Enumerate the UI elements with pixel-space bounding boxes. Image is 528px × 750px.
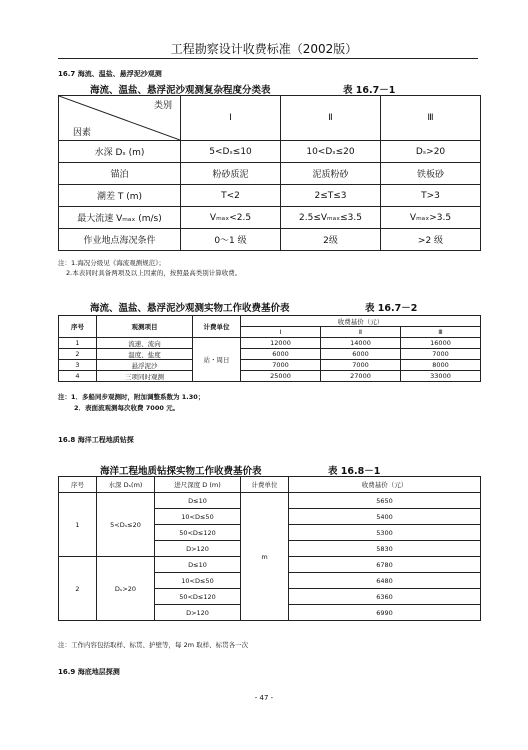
table3-head-footage: 进尺深度 D (m) [155,477,241,493]
table2-seq: 1 [59,338,97,349]
table1-note-1: 注：1.海况分级见《海流观测规范》； [58,259,165,267]
table2-head-unit: 计费单位 [193,316,241,338]
table3-footage: D≤10 [155,493,241,509]
table2-seq: 2 [59,349,97,360]
table1-cell: Dₛ>20 [381,141,481,163]
table3-number: 表 16.8－1 [328,466,381,477]
drilling-fee-table [58,476,481,621]
table2-price: 12000 [241,338,321,349]
table3-price: 6990 [289,605,481,621]
table2-price: 8000 [401,360,481,371]
observation-fee-table [58,315,481,382]
table1-factor: 最大流速 Vₘₐₓ (m/s) [59,207,181,229]
table2-price: 6000 [241,349,321,360]
table-row [59,185,481,207]
table2-item: 悬浮泥沙 [97,360,193,371]
table1-corner-bottom: 因素 [73,128,92,138]
table-row [59,371,481,382]
table3-seq: 1 [59,493,97,557]
page-header-title: 工程勘察设计收费标准（2002版） [170,42,358,56]
table3-footage: D>120 [155,605,241,621]
table2-level-2: Ⅱ [321,327,401,338]
table-row [59,229,481,251]
table1-cell: 0～1 级 [181,229,281,251]
table2-note-1: 注：1．多船同步观测时，附加调整系数为 1.30； [58,393,205,401]
header-rule [58,58,478,59]
table3-note: 注：工作内容包括取样、标贯、护壁等，每 2m 取样、标贯各一次 [58,641,249,649]
table2-level-3: Ⅲ [401,327,481,338]
table1-factor: 潮差 T (m) [59,185,181,207]
table1-cell: T<2 [181,185,281,207]
table2-price: 7000 [321,360,401,371]
table1-cell: >2 级 [381,229,481,251]
table1-corner-top: 类别 [153,101,172,111]
table1-cell: 铁板砂 [381,163,481,185]
table3-head-depth: 水深 Dₛ(m) [97,477,155,493]
table3-footage: D>120 [155,541,241,557]
table1-cell: Vₘₐₓ>3.5 [381,207,481,229]
section-16-7-heading: 16.7 海流、温盐、悬浮泥沙观测 [58,70,162,78]
table3-depth: 5<Dₛ≤20 [97,493,155,557]
table2-number: 表 16.7－2 [365,303,418,314]
table3-footage: 10<D≤50 [155,573,241,589]
table1-cell: T>3 [381,185,481,207]
table2-price: 25000 [241,371,321,382]
table2-item: 三项同时观测 [97,371,193,382]
table1-factor: 锚泊 [59,163,181,185]
table1-caption: 海流、温盐、悬浮泥沙观测复杂程度分类表 [90,85,271,96]
table2-caption: 海流、温盐、悬浮泥沙观测实物工作收费基价表 [90,303,290,314]
table2-head-item: 观测项目 [97,316,193,338]
table3-price: 6360 [289,589,481,605]
table2-item: 温度、盐度 [97,349,193,360]
table3-footage: 10<D≤50 [155,509,241,525]
table3-footage: 50<D≤120 [155,589,241,605]
table2-price: 16000 [401,338,481,349]
table1-cell: 2≤T≤3 [281,185,381,207]
table3-price: 5400 [289,509,481,525]
table-row [59,349,481,360]
complexity-table [58,95,481,251]
table1-cell: 5<Dₛ≤10 [181,141,281,163]
table1-corner-cell [59,96,181,141]
table3-price: 5650 [289,493,481,509]
table3-unit: m [241,493,289,621]
table-row [59,493,481,509]
table2-price: 6000 [321,349,401,360]
table1-factor: 作业地点海况条件 [59,229,181,251]
table2-price: 27000 [321,371,401,382]
table3-head-unit: 计费单位 [241,477,289,493]
table1-cell: 2.5≤Vₘₐₓ≤3.5 [281,207,381,229]
table2-note-2: 2．表面流观测每次收费 7000 元。 [74,404,180,412]
table2-item: 流速、流向 [97,338,193,349]
table3-price: 5830 [289,541,481,557]
section-16-9-heading: 16.9 海底地层探测 [58,668,120,676]
table1-cell: Vₘₐₓ<2.5 [181,207,281,229]
page-number: - 47 - [254,694,274,702]
table-row [59,360,481,371]
table2-price: 33000 [401,371,481,382]
table3-depth: Dₛ>20 [97,557,155,621]
table3-price: 5300 [289,525,481,541]
table-row [59,207,481,229]
table3-footage: 50<D≤120 [155,525,241,541]
table1-cell: 10<Dₛ≤20 [281,141,381,163]
table3-caption: 海洋工程地质钻探实物工作收费基价表 [100,466,262,477]
table2-head-price: 收费基价（元） [241,316,481,327]
table-row [59,163,481,185]
table2-price: 7000 [401,349,481,360]
table3-head-price: 收费基价（元） [289,477,481,493]
table1-level-3: Ⅲ [381,96,481,141]
table2-seq: 4 [59,371,97,382]
table-row [59,141,481,163]
table3-head-seq: 序号 [59,477,97,493]
table-row [59,338,481,349]
section-16-8-heading: 16.8 海洋工程地质钻探 [58,436,134,444]
table1-note-2: 2.本表同时具备两项及以上因素的，按照最高类别计算收费。 [66,269,242,277]
table2-head-seq: 序号 [59,316,97,338]
table2-seq: 3 [59,360,97,371]
table1-cell: 粉砂质泥 [181,163,281,185]
table3-price: 6780 [289,557,481,573]
table1-cell: 泥质粉砂 [281,163,381,185]
table3-seq: 2 [59,557,97,621]
table3-footage: D≤10 [155,557,241,573]
table2-level-1: Ⅰ [241,327,321,338]
table1-number: 表 16.7－1 [343,85,396,96]
table3-price: 6480 [289,573,481,589]
table2-unit: 站・周日 [193,338,241,382]
table2-price: 14000 [321,338,401,349]
table1-cell: 2级 [281,229,381,251]
table2-price: 7000 [241,360,321,371]
table1-level-1: Ⅰ [181,96,281,141]
table1-factor: 水深 Dₛ (m) [59,141,181,163]
table1-level-2: Ⅱ [281,96,381,141]
